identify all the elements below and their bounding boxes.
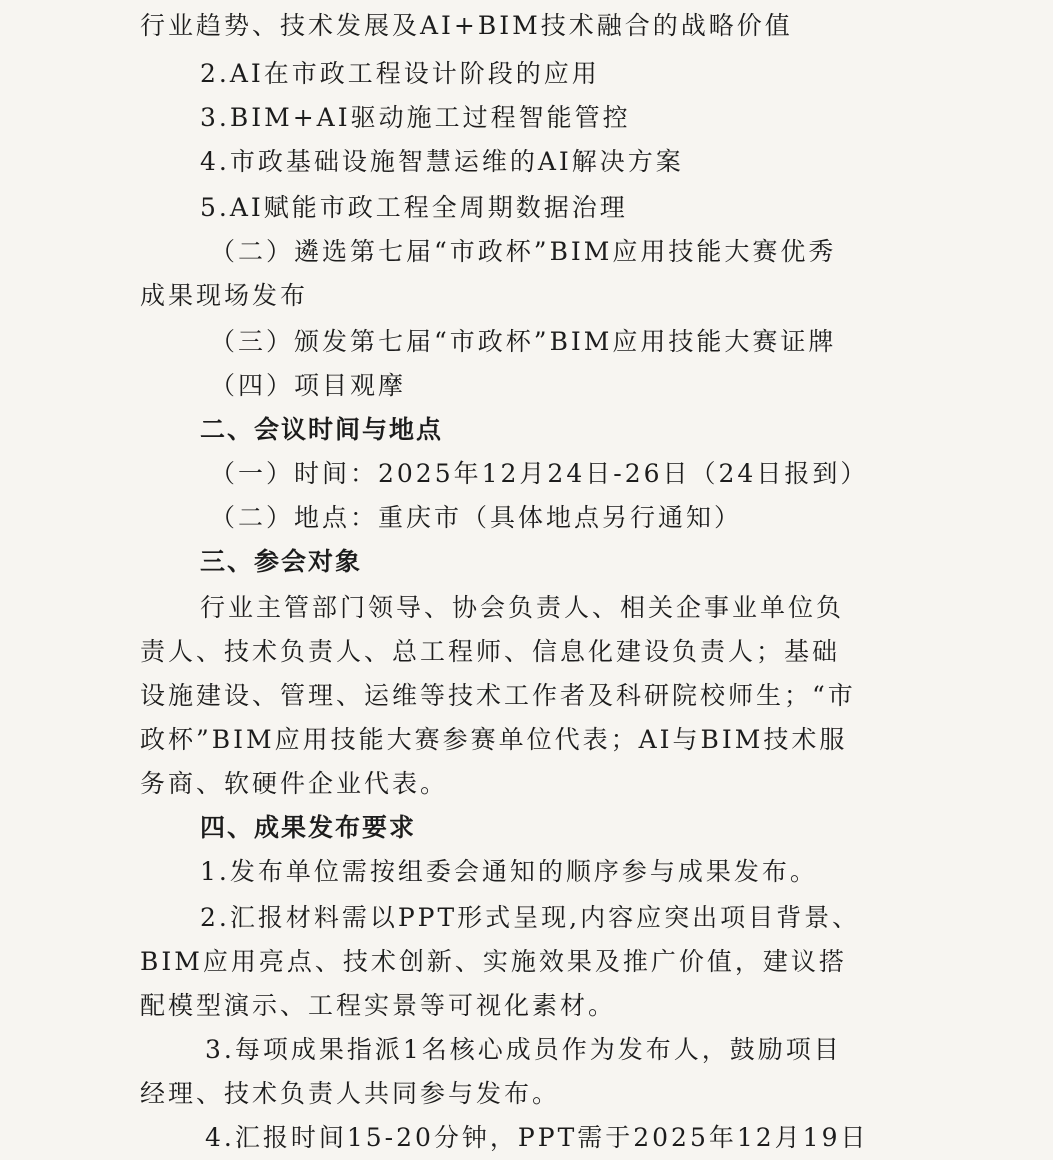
requirement-3: 3.每项成果指派1名核心成员作为发布人，鼓励项目 <box>205 1035 842 1064</box>
section-item-2: （二）遴选第七届“市政杯”BIM应用技能大赛优秀 <box>210 237 837 266</box>
text-line-intro-continuation: 行业趋势、技术发展及AI+BIM技术融合的战略价值 <box>140 11 793 40</box>
section-item-4: （四）项目观摩 <box>210 371 407 400</box>
attendees-line-2: 责人、技术负责人、总工程师、信息化建设负责人；基础 <box>140 637 841 666</box>
attendees-line-5: 务商、软硬件企业代表。 <box>140 769 449 798</box>
section-item-3: （三）颁发第七届“市政杯”BIM应用技能大赛证牌 <box>210 327 837 356</box>
requirement-4: 4.汇报时间15-20分钟，PPT需于2025年12月19日 <box>205 1123 869 1152</box>
list-item-2: 2.AI在市政工程设计阶段的应用 <box>200 59 600 88</box>
heading-release-requirements: 四、成果发布要求 <box>200 813 417 842</box>
meeting-time: （一）时间：2025年12月24日-26日（24日报到） <box>210 459 869 488</box>
attendees-line-3: 设施建设、管理、运维等技术工作者及科研院校师生；“市 <box>140 681 856 710</box>
requirement-2: 2.汇报材料需以PPT形式呈现,内容应突出项目背景、 <box>200 903 861 932</box>
heading-meeting-time-place: 二、会议时间与地点 <box>200 415 444 444</box>
meeting-place: （二）地点：重庆市（具体地点另行通知） <box>210 503 743 532</box>
requirement-1: 1.发布单位需按组委会通知的顺序参与成果发布。 <box>200 857 818 886</box>
list-item-3: 3.BIM+AI驱动施工过程智能管控 <box>200 103 631 132</box>
requirement-3-line-2: 经理、技术负责人共同参与发布。 <box>140 1079 561 1108</box>
section-item-2-continuation: 成果现场发布 <box>140 281 309 310</box>
requirement-2-line-2: BIM应用亮点、技术创新、实施效果及推广价值，建议搭 <box>140 947 847 976</box>
attendees-line-4: 政杯”BIM应用技能大赛参赛单位代表；AI与BIM技术服 <box>140 725 848 754</box>
heading-attendees: 三、参会对象 <box>200 547 363 576</box>
requirement-2-line-3: 配模型演示、工程实景等可视化素材。 <box>140 991 617 1020</box>
list-item-4: 4.市政基础设施智慧运维的AI解决方案 <box>200 147 684 176</box>
list-item-5: 5.AI赋能市政工程全周期数据治理 <box>200 193 628 222</box>
attendees-line-1: 行业主管部门领导、协会负责人、相关企事业单位负 <box>200 593 845 622</box>
